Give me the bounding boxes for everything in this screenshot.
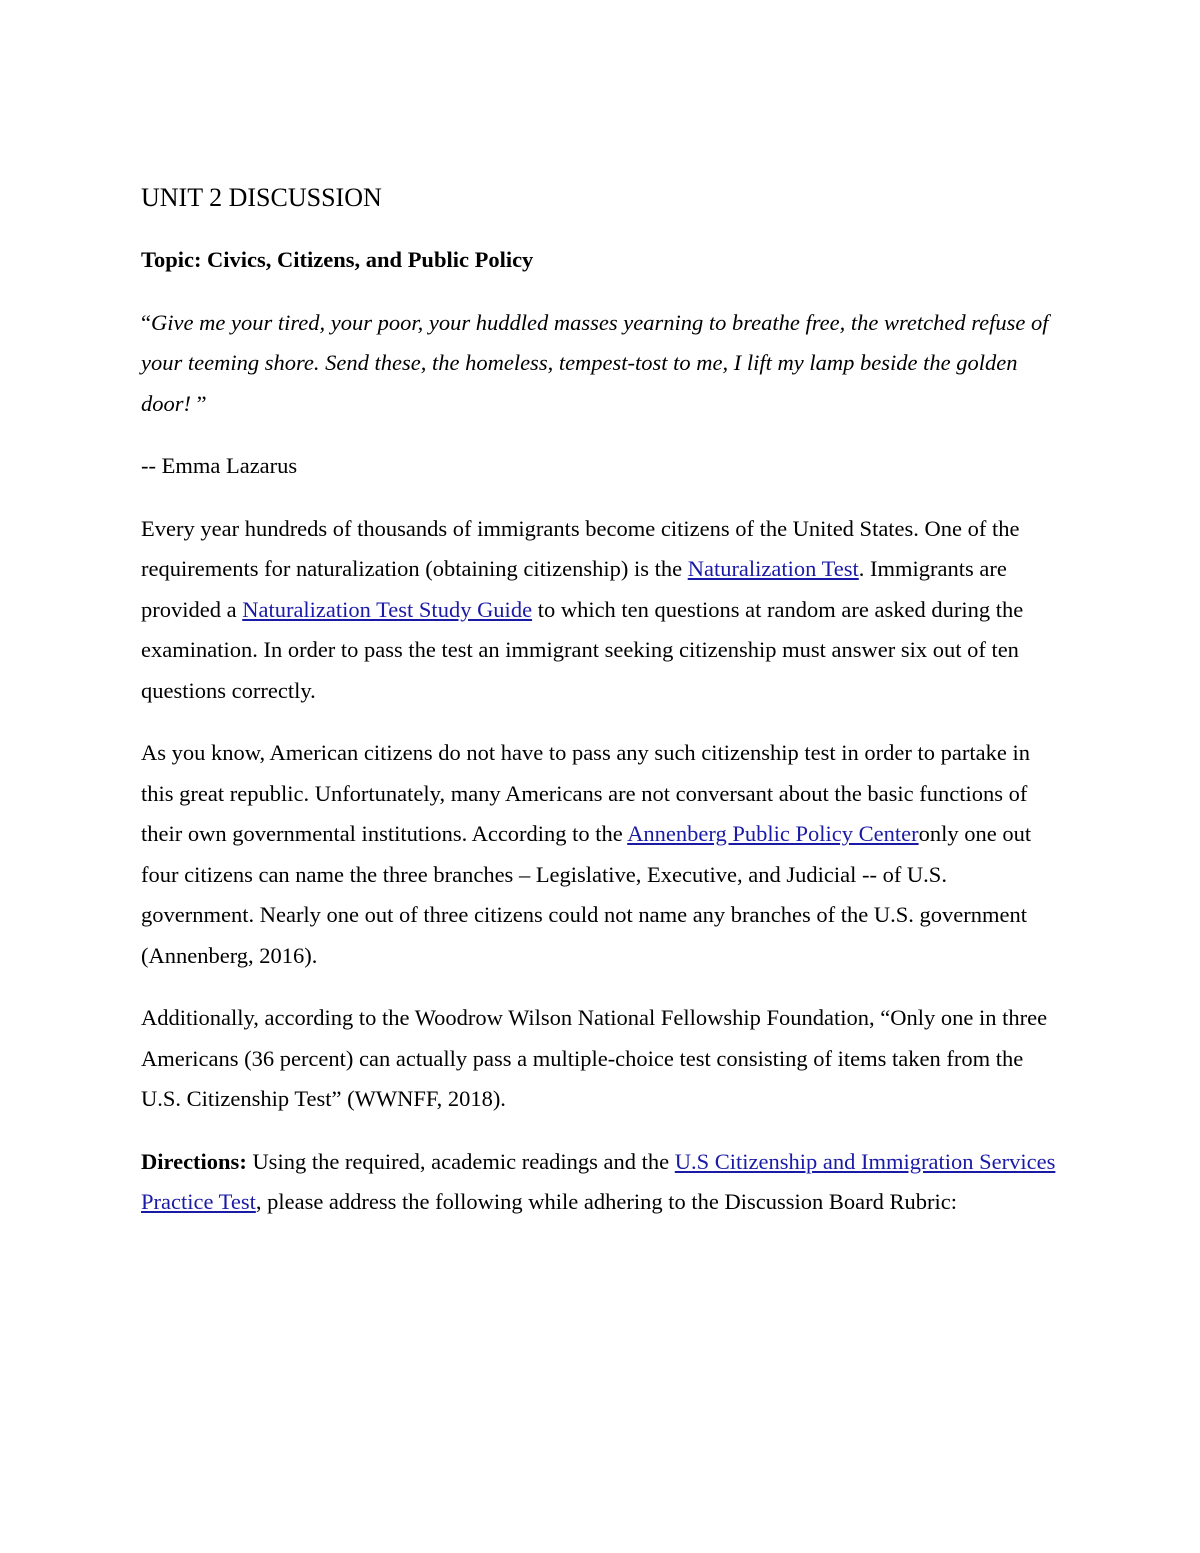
paragraph-text: . Immigrants are provided a	[141, 556, 1007, 622]
page-title: UNIT 2 DISCUSSION	[141, 183, 382, 212]
paragraph-text: Every year hundreds of thousands of immigrants become citizens of the United States. One of the requirements for naturalization (obtaining citizenship) is the	[141, 515, 1020, 581]
paragraph-text: Using the required, academic readings and the	[246, 1148, 675, 1174]
paragraph-text: to which ten questions at random are asked during the examination. In order to pass the test an immigrant seeking citizenship must answer six out of ten questions correctly.	[141, 596, 1024, 703]
quote-text: Give me your tired, your poor, your huddled masses yearning to breathe free, the wretched refuse of your teeming shore. Send these, the homeless, tempest-tost to me, I lift my lamp beside the golden door!	[141, 309, 1049, 416]
uscis-practice-test-link[interactable]: U.S Citizenship and Immigration Services Practice Test	[141, 1148, 1056, 1214]
paragraph-text: , please address the following while adhering to the Discussion Board Rubric:	[255, 1189, 957, 1214]
naturalization-test-link[interactable]: Naturalization Test	[687, 556, 859, 581]
topic-heading: Topic: Civics, Citizens, and Public Policy	[141, 247, 534, 272]
document-page	[141, 178, 1061, 1245]
paragraph-annenberg	[141, 733, 1061, 976]
paragraph-text: only one out four citizens can name the three branches – Legislative, Executive, and Judicial -- of U.S. government. Nearly one out of three citizens could not name any branches of the U.S. government (Annenberg, 2016).	[141, 821, 1032, 968]
directions-label: Directions:	[141, 1148, 247, 1174]
quote-author: -- Emma Lazarus	[141, 453, 298, 478]
epigraph-quote	[141, 303, 1061, 425]
annenberg-center-link[interactable]: Annenberg Public Policy Center	[627, 821, 919, 846]
quote-open-mark: “	[141, 309, 151, 335]
study-guide-link[interactable]: Naturalization Test Study Guide	[242, 596, 533, 622]
paragraph-wwnff: Additionally, according to the Woodrow Wilson National Fellowship Foundation, “Only one in three Americans (36 percent) can actually pass a multiple-choice test consisting of items taken from the U.S. Citizenship Test” (WWNFF, 2018).	[141, 1005, 1048, 1111]
paragraph-directions	[141, 1142, 1061, 1223]
quote-close-mark: ”	[191, 390, 207, 416]
paragraph-text: As you know, American citizens do not have to pass any such citizenship test in order to partake in this great republic. Unfortunately, many Americans are not conversant about the basic functions of their own governmental institutions. According to the	[141, 740, 1030, 846]
paragraph-naturalization	[141, 509, 1061, 712]
